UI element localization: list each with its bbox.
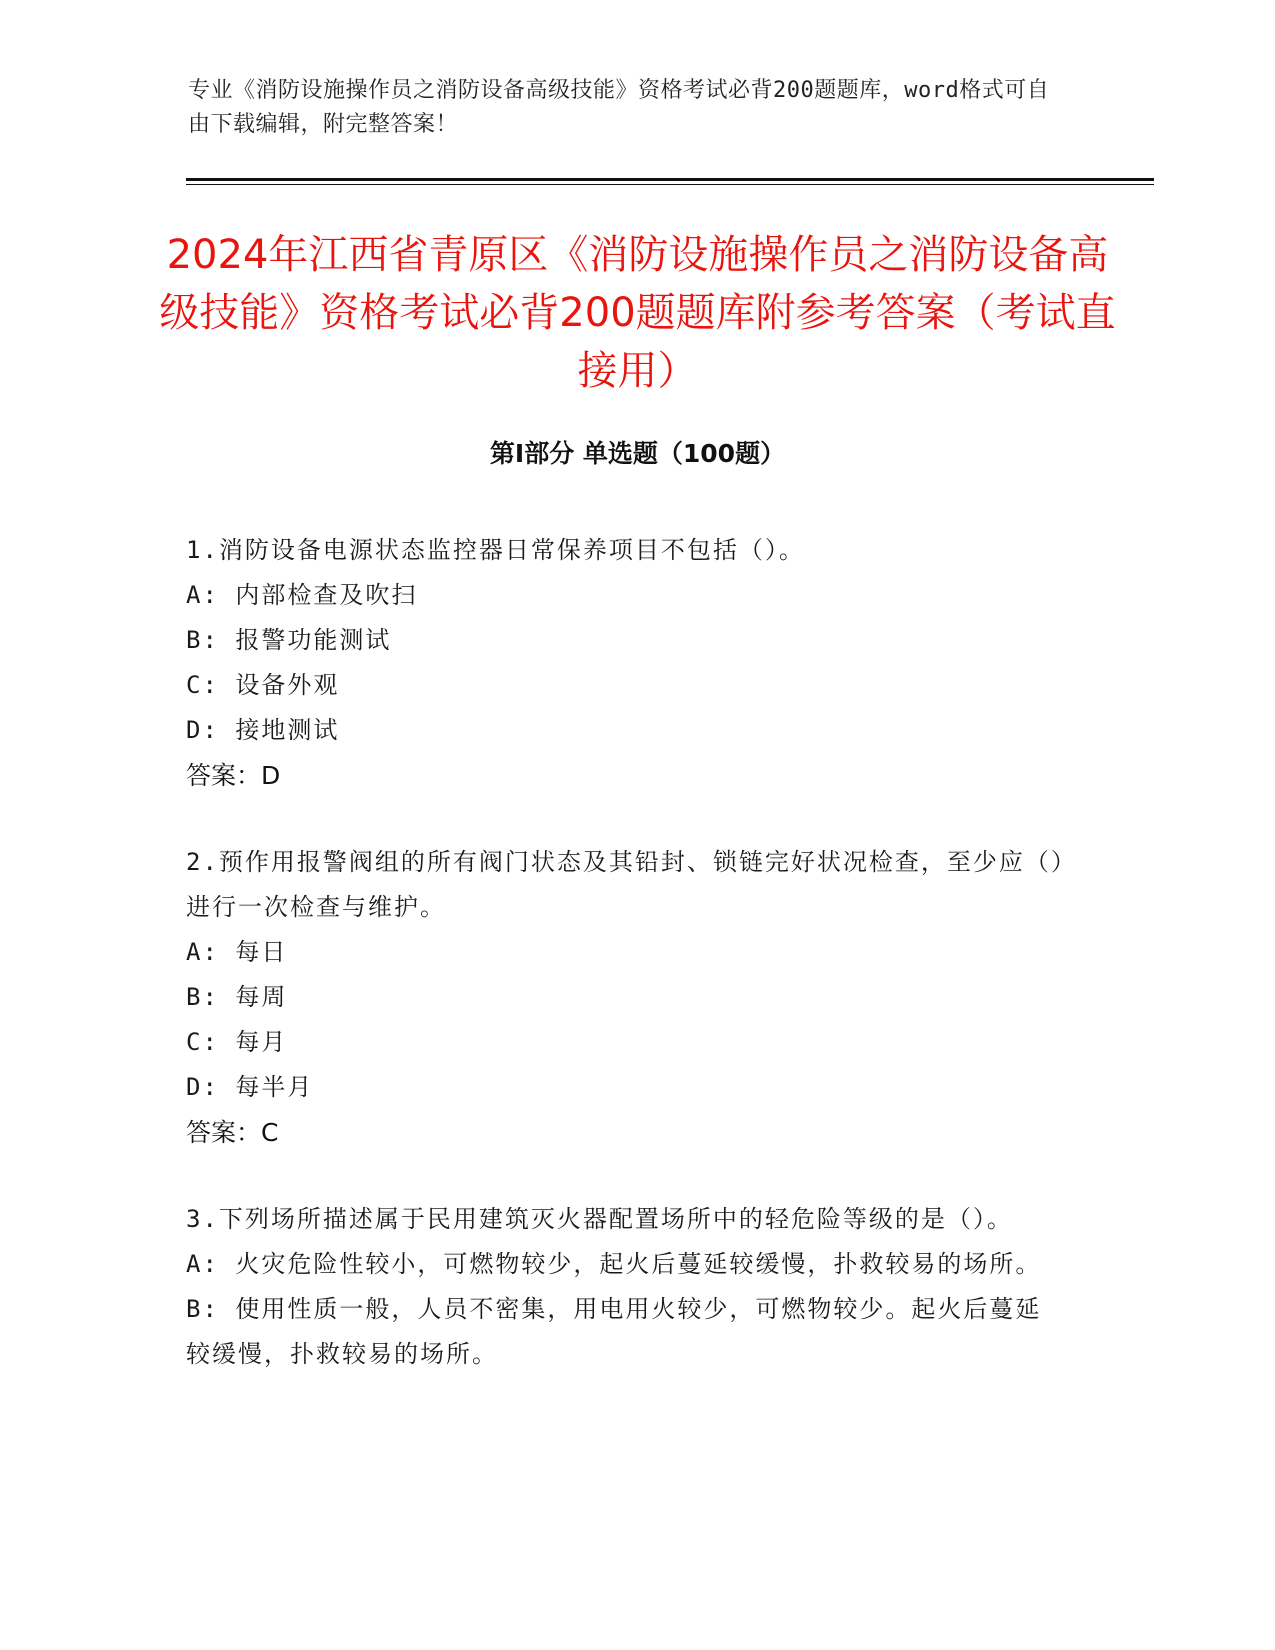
header-divider-thin: [186, 184, 1154, 185]
option-d: D: 每半月: [186, 1073, 314, 1101]
question-text: 1.消防设备电源状态监控器日常保养项目不包括（）。: [186, 536, 805, 564]
answer: 答案：C: [186, 1118, 279, 1147]
option-c: C: 每月: [186, 1028, 288, 1056]
question-3: [186, 1197, 1066, 1377]
option-b: B: 每周: [186, 983, 288, 1011]
option-d: D: 接地测试: [186, 716, 340, 744]
option-c: C: 设备外观: [186, 671, 340, 699]
option-a: A: 每日: [186, 938, 288, 966]
section-title: 第Ⅰ部分 单选题（100题）: [489, 439, 786, 468]
header-divider-thick: [186, 178, 1154, 181]
answer: 答案：D: [186, 761, 281, 790]
question-2: [186, 840, 1066, 1155]
question-text: 3.下列场所描述属于民用建筑灭火器配置场所中的轻危险等级的是（）。: [186, 1205, 1013, 1233]
header-note: 专业《消防设施操作员之消防设备高级技能》资格考试必背200题题库，word格式可自由下载编辑，附完整答案！: [188, 78, 1050, 137]
option-a: A: 内部检查及吹扫: [186, 581, 418, 609]
question-list: [186, 528, 1066, 1419]
option-b: B: 报警功能测试: [186, 626, 392, 654]
document-title: 2024年江西省青原区《消防设施操作员之消防设备高级技能》资格考试必背200题题库附参考答案（考试直接用）: [159, 232, 1116, 394]
option-a: A: 火灾危险性较小，可燃物较少，起火后蔓延较缓慢，扑救较易的场所。: [186, 1250, 1042, 1278]
option-b: B: 使用性质一般，人员不密集，用电用火较少，可燃物较少。起火后蔓延较缓慢，扑救较易的场所。: [186, 1295, 1042, 1368]
question-text: 2.预作用报警阀组的所有阀门状态及其铅封、锁链完好状况检查，至少应（）进行一次检查与维护。: [186, 848, 1065, 921]
question-1: [186, 528, 1066, 798]
